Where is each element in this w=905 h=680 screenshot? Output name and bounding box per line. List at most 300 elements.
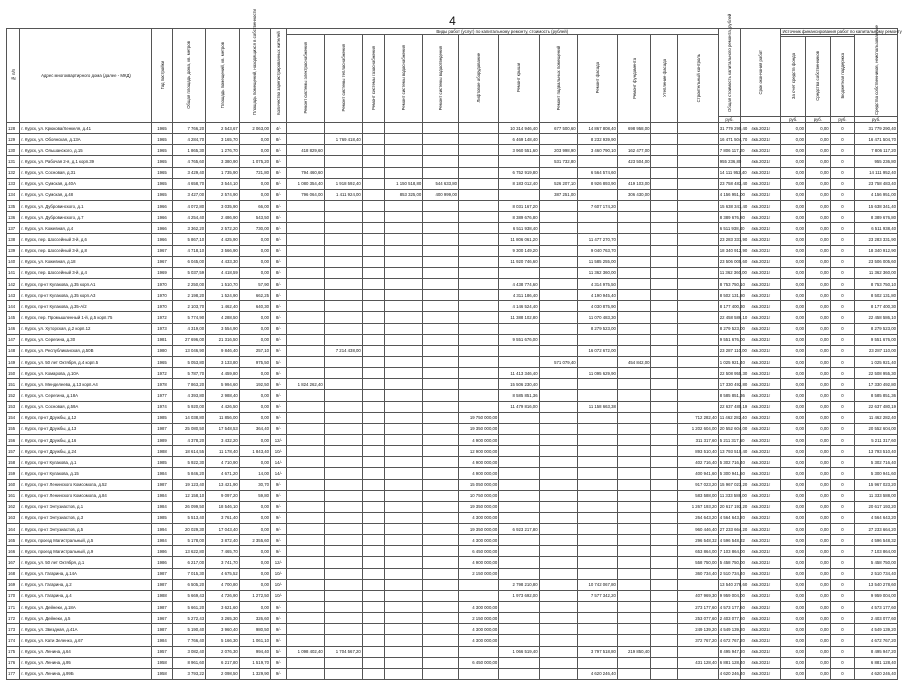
row-work-9 — [617, 579, 651, 590]
row-work-1 — [324, 490, 362, 501]
row-work-3 — [385, 234, 423, 245]
row-area-other: 364,40 — [239, 423, 270, 434]
row-finance-budget: 0 — [830, 613, 855, 624]
row-work-3 — [385, 334, 423, 345]
row-work-4 — [423, 301, 459, 312]
row-date: 4кв.2021г — [741, 178, 781, 189]
row-work-3 — [385, 657, 423, 668]
row-area-living: 3 566,90 — [206, 245, 240, 256]
row-work-6 — [499, 568, 539, 579]
row-residents: 14/- — [271, 468, 287, 479]
row-finance-owners: 0,00 — [806, 223, 831, 234]
row-finance-fund: 0,00 — [781, 546, 806, 557]
row-work-5 — [459, 323, 499, 334]
row-work-4 — [423, 267, 459, 278]
row-finance-fund: 0,00 — [781, 134, 806, 145]
row-total: 11 362 360,00 — [718, 267, 740, 278]
row-work-1 — [324, 524, 362, 535]
row-work-5 — [459, 145, 499, 156]
table-row — [7, 301, 898, 312]
row-year: 1986 — [152, 546, 172, 557]
row-finance-budget: 0 — [830, 223, 855, 234]
row-work-0 — [286, 579, 324, 590]
row-work-7: 203 998,90 — [539, 145, 577, 156]
row-work-9 — [617, 278, 651, 289]
row-work-3 — [385, 200, 423, 211]
row-finance-budget: 0 — [830, 390, 855, 401]
row-remaining: 6 881 128,40 — [855, 657, 898, 668]
row-finance-fund: 0,00 — [781, 446, 806, 457]
row-year: 1967 — [152, 256, 172, 267]
row-finance-owners: 0,00 — [806, 123, 831, 134]
row-area-total: 4 254,40 — [172, 212, 206, 223]
row-remaining: 22 508 955,30 — [855, 368, 898, 379]
row-residents: 8/- — [271, 290, 287, 301]
row-work-11 — [678, 178, 718, 189]
row-year: 1986 — [152, 557, 172, 568]
row-work-9 — [617, 613, 651, 624]
row-work-5: 4 300 000,00 — [459, 624, 499, 635]
row-work-5 — [459, 200, 499, 211]
row-work-7 — [539, 490, 577, 501]
row-work-4 — [423, 323, 459, 334]
row-area-other: 975,50 — [239, 356, 270, 367]
row-number: 177 — [7, 668, 20, 679]
row-area-other: 0,00 — [239, 256, 270, 267]
row-finance-budget: 0 — [830, 501, 855, 512]
row-number: 149 — [7, 356, 20, 367]
row-work-9 — [617, 501, 651, 512]
row-work-2 — [362, 323, 384, 334]
row-work-1 — [324, 245, 362, 256]
row-work-1 — [324, 434, 362, 445]
row-area-living: 5 166,30 — [206, 635, 240, 646]
row-finance-budget: 0 — [830, 490, 855, 501]
row-remaining: 8 753 750,10 — [855, 278, 898, 289]
row-work-7: 571 079,40 — [539, 356, 577, 367]
row-area-other: 0,00 — [239, 312, 270, 323]
row-work-1 — [324, 457, 362, 468]
row-work-8: 6 564 574,60 — [577, 167, 617, 178]
row-finance-budget: 0 — [830, 635, 855, 646]
table-row — [7, 590, 898, 601]
row-number: 164 — [7, 524, 20, 535]
row-residents: 9/- — [271, 501, 287, 512]
row-work-10 — [651, 624, 678, 635]
row-address: г. Курск, пр-кт Дружбы, д.16 — [20, 434, 152, 445]
row-work-6: 9 300 149,20 — [499, 245, 539, 256]
row-finance-owners: 0,00 — [806, 479, 831, 490]
row-finance-owners: 0,00 — [806, 579, 831, 590]
table-row — [7, 535, 898, 546]
row-residents: 8/- — [271, 200, 287, 211]
row-work-3 — [385, 501, 423, 512]
row-date: 4кв.2021г — [741, 290, 781, 301]
row-work-0 — [286, 512, 324, 523]
row-work-11 — [678, 189, 718, 200]
row-work-8: 11 477 270,70 — [577, 234, 617, 245]
row-work-6 — [499, 512, 539, 523]
row-work-3 — [385, 267, 423, 278]
row-work-10 — [651, 301, 678, 312]
row-year: 1965 — [152, 145, 172, 156]
row-work-7 — [539, 323, 577, 334]
row-work-11: 1 267 193,20 — [678, 501, 718, 512]
row-finance-budget: 0 — [830, 657, 855, 668]
row-finance-fund: 0,00 — [781, 490, 806, 501]
row-finance-fund: 0,00 — [781, 312, 806, 323]
row-area-living: 5 994,60 — [206, 379, 240, 390]
row-address: г. Курск, пр-кт Кулакова, д.15 — [20, 468, 152, 479]
row-work-4 — [423, 390, 459, 401]
row-work-11: 653 864,00 — [678, 546, 718, 557]
row-remaining: 5 300 941,60 — [855, 468, 898, 479]
row-area-living: 17 043,40 — [206, 524, 240, 535]
row-work-3 — [385, 156, 423, 167]
row-total: 16 471 504,70 — [718, 134, 740, 145]
row-work-3 — [385, 490, 423, 501]
row-residents: 10/- — [271, 446, 287, 457]
row-work-11 — [678, 234, 718, 245]
row-number: 157 — [7, 446, 20, 457]
row-work-6 — [499, 535, 539, 546]
row-date: 4кв.2021г — [741, 412, 781, 423]
row-work-7 — [539, 312, 577, 323]
row-date: 4кв.2021г — [741, 123, 781, 134]
row-remaining: 4 672 767,20 — [855, 635, 898, 646]
row-work-9 — [617, 635, 651, 646]
row-date: 4кв.2021г — [741, 267, 781, 278]
row-work-11 — [678, 278, 718, 289]
row-work-5: 4 900 000,00 — [459, 457, 499, 468]
row-year: 1966 — [152, 223, 172, 234]
row-finance-owners: 0,00 — [806, 412, 831, 423]
row-residents: 9/- — [271, 479, 287, 490]
row-area-total: 7 766,40 — [172, 635, 206, 646]
row-work-11: 264 643,20 — [678, 512, 718, 523]
row-remaining: 6 511 938,40 — [855, 223, 898, 234]
row-area-total: 4 765,60 — [172, 156, 206, 167]
row-work-5: 4 900 000,00 — [459, 557, 499, 568]
row-finance-owners: 0,00 — [806, 434, 831, 445]
row-finance-owners: 0,00 — [806, 189, 831, 200]
row-work-9: 454 842,00 — [617, 356, 651, 367]
row-work-1 — [324, 167, 362, 178]
row-work-4 — [423, 501, 459, 512]
row-work-8: 4 030 875,90 — [577, 301, 617, 312]
row-area-living: 1 524,90 — [206, 290, 240, 301]
header-work-1: Ремонт системы теплоснабжения — [324, 35, 362, 123]
table-row — [7, 267, 898, 278]
row-total: 4 672 767,20 — [718, 635, 740, 646]
row-work-1 — [324, 657, 362, 668]
table-row — [7, 457, 898, 468]
row-work-0 — [286, 123, 324, 134]
row-work-9 — [617, 234, 651, 245]
row-work-0 — [286, 390, 324, 401]
row-area-other: 0,00 — [239, 368, 270, 379]
row-work-10 — [651, 524, 678, 535]
row-work-3 — [385, 546, 423, 557]
row-area-total: 5 178,00 — [172, 535, 206, 546]
row-area-living: 4 288,50 — [206, 312, 240, 323]
row-remaining: 1 025 921,40 — [855, 356, 898, 367]
row-remaining: 8 502 131,80 — [855, 290, 898, 301]
row-finance-owners: 0,00 — [806, 423, 831, 434]
row-work-0 — [286, 334, 324, 345]
row-area-total: 13 622,80 — [172, 546, 206, 557]
row-work-11: 583 588,00 — [678, 490, 718, 501]
header-works-group: Виды работ (услуг) по капитальному ремонту, стоимость (рублей) — [286, 29, 718, 35]
row-date: 4кв.2021г — [741, 234, 781, 245]
row-work-2 — [362, 401, 384, 412]
row-work-1 — [324, 512, 362, 523]
row-area-total: 2 103,70 — [172, 301, 206, 312]
row-finance-owners: 0,00 — [806, 457, 831, 468]
row-year: 1965 — [152, 156, 172, 167]
row-area-living: 6 217,80 — [206, 657, 240, 668]
row-work-9: 162 477,00 — [617, 145, 651, 156]
row-date: 4кв.2021г — [741, 446, 781, 457]
row-work-11 — [678, 668, 718, 679]
header-finance-1: Средства собственников — [806, 36, 831, 116]
row-work-4 — [423, 624, 459, 635]
row-finance-budget: 0 — [830, 535, 855, 546]
row-work-11 — [678, 368, 718, 379]
row-finance-budget: 0 — [830, 368, 855, 379]
row-address: г. Курск, ул. Звездная, д.41А — [20, 624, 152, 635]
row-work-1 — [324, 568, 362, 579]
row-work-6: 6 469 148,40 — [499, 134, 539, 145]
row-work-7 — [539, 278, 577, 289]
row-area-living: 1 462,40 — [206, 301, 240, 312]
table-row — [7, 479, 898, 490]
row-work-10 — [651, 535, 678, 546]
row-finance-owners: 0,00 — [806, 490, 831, 501]
row-work-0: 1 080 354,40 — [286, 178, 324, 189]
row-work-6 — [499, 624, 539, 635]
row-work-1 — [324, 668, 362, 679]
row-area-other: 0,00 — [239, 334, 270, 345]
row-total: 6 511 938,40 — [718, 223, 740, 234]
row-total: 13 540 278,60 — [718, 579, 740, 590]
row-area-total: 5 787,70 — [172, 368, 206, 379]
row-finance-budget: 0 — [830, 434, 855, 445]
row-work-5: 10 750 000,00 — [459, 490, 499, 501]
row-number: 168 — [7, 568, 20, 579]
row-area-total: 5 920,00 — [172, 401, 206, 412]
row-date: 4кв.2021г — [741, 212, 781, 223]
table-row — [7, 123, 898, 134]
row-area-living: 2 572,20 — [206, 223, 240, 234]
row-work-2 — [362, 557, 384, 568]
row-work-5 — [459, 646, 499, 657]
row-work-2 — [362, 646, 384, 657]
row-finance-budget: 0 — [830, 446, 855, 457]
row-number: 130 — [7, 145, 20, 156]
row-work-9 — [617, 290, 651, 301]
row-remaining: 9 551 676,00 — [855, 334, 898, 345]
row-work-4 — [423, 657, 459, 668]
row-finance-fund: 0,00 — [781, 379, 806, 390]
row-work-8: 4 190 945,40 — [577, 290, 617, 301]
row-work-4 — [423, 223, 459, 234]
row-date: 4кв.2021г — [741, 145, 781, 156]
row-date: 4кв.2021г — [741, 223, 781, 234]
row-number: 155 — [7, 423, 20, 434]
row-residents: 9/- — [271, 613, 287, 624]
row-work-1 — [324, 301, 362, 312]
row-work-5 — [459, 223, 499, 234]
row-remaining: 11 362 360,00 — [855, 267, 898, 278]
row-finance-fund: 0,00 — [781, 256, 806, 267]
row-address: г. Курск, пр-кт Ленинского Комсомола, д.52 — [20, 479, 152, 490]
row-total: 8 753 750,10 — [718, 278, 740, 289]
row-residents: 8/- — [271, 178, 287, 189]
row-residents: 9/- — [271, 624, 287, 635]
row-work-5: 4 900 000,00 — [459, 434, 499, 445]
row-work-11 — [678, 390, 718, 401]
row-total: 23 283 331,90 — [718, 234, 740, 245]
row-work-3 — [385, 212, 423, 223]
row-work-9 — [617, 423, 651, 434]
row-address: г. Курск, ул. Комарова, д.10А — [20, 368, 152, 379]
row-residents: 9/- — [271, 390, 287, 401]
row-work-11 — [678, 145, 718, 156]
row-work-11: 431 128,40 — [678, 657, 718, 668]
row-number: 165 — [7, 535, 20, 546]
row-work-9 — [617, 323, 651, 334]
row-year: 1965 — [152, 167, 172, 178]
row-total: 5 211 317,60 — [718, 434, 740, 445]
row-area-total: 3 793,22 — [172, 668, 206, 679]
row-date: 4кв.2021г — [741, 345, 781, 356]
row-date: 4кв.2021г — [741, 356, 781, 367]
row-work-8: 7 607 174,20 — [577, 200, 617, 211]
table-row — [7, 356, 898, 367]
row-work-3 — [385, 579, 423, 590]
row-year: 1985 — [152, 512, 172, 523]
row-finance-fund: 0,00 — [781, 479, 806, 490]
row-area-living: 1 276,70 — [206, 145, 240, 156]
row-total: 4 573 177,60 — [718, 602, 740, 613]
row-work-11: 372 767,20 — [678, 635, 718, 646]
row-number: 159 — [7, 468, 20, 479]
row-number: 167 — [7, 557, 20, 568]
row-date: 4кв.2021г — [741, 501, 781, 512]
row-residents: 8/- — [271, 256, 287, 267]
row-work-4 — [423, 579, 459, 590]
row-work-1 — [324, 546, 362, 557]
row-remaining: 31 779 290,40 — [855, 123, 898, 134]
row-area-other: 0,00 — [239, 602, 270, 613]
row-remaining: 8 389 676,80 — [855, 212, 898, 223]
header-address: Адрес многоквартирного дома (далее - МКД) — [20, 29, 152, 123]
row-work-11 — [678, 301, 718, 312]
row-area-total: 12 158,10 — [172, 490, 206, 501]
row-work-0: 1 098 402,40 — [286, 646, 324, 657]
row-residents: 8/- — [271, 134, 287, 145]
row-area-living: 4 459,80 — [206, 368, 240, 379]
row-finance-owners: 0,00 — [806, 546, 831, 557]
row-work-9: 219 850,40 — [617, 646, 651, 657]
row-address: г. Курск, ул. Серегина, д.18А — [20, 390, 152, 401]
row-work-1 — [324, 624, 362, 635]
row-area-living: 3 380,90 — [206, 156, 240, 167]
row-remaining: 9 959 004,00 — [855, 590, 898, 601]
row-number: 141 — [7, 267, 20, 278]
row-work-0: 794 460,60 — [286, 167, 324, 178]
row-number: 143 — [7, 290, 20, 301]
row-remaining: 13 540 278,60 — [855, 579, 898, 590]
row-remaining: 7 806 117,20 — [855, 145, 898, 156]
row-work-0 — [286, 267, 324, 278]
row-work-11 — [678, 123, 718, 134]
table-row — [7, 657, 898, 668]
table-row — [7, 156, 898, 167]
row-work-1 — [324, 579, 362, 590]
row-year: 1984 — [152, 490, 172, 501]
row-area-total: 5 190,40 — [172, 624, 206, 635]
table-row — [7, 401, 898, 412]
row-work-9 — [617, 512, 651, 523]
row-work-7 — [539, 590, 577, 601]
row-work-6: 11 479 816,00 — [499, 401, 539, 412]
row-work-2 — [362, 256, 384, 267]
header-work-0: Ремонт системы электроснабжения — [286, 35, 324, 123]
row-work-1 — [324, 312, 362, 323]
row-work-6: 6 923 217,80 — [499, 524, 539, 535]
row-work-5 — [459, 312, 499, 323]
row-work-11: 1 202 604,00 — [678, 423, 718, 434]
row-work-9 — [617, 668, 651, 679]
row-area-total: 5 037,59 — [172, 267, 206, 278]
row-year: 1988 — [152, 446, 172, 457]
row-work-0 — [286, 234, 324, 245]
row-area-other: 57,90 — [239, 278, 270, 289]
row-year: 1987 — [152, 602, 172, 613]
row-work-1 — [324, 501, 362, 512]
row-work-5 — [459, 278, 499, 289]
row-residents: 10/- — [271, 568, 287, 579]
row-work-5 — [459, 256, 499, 267]
row-area-other: 980,50 — [239, 624, 270, 635]
row-remaining: 4 596 548,32 — [855, 535, 898, 546]
row-work-4: 400 999,00 — [423, 189, 459, 200]
row-work-1 — [324, 613, 362, 624]
row-date: 4кв.2021г — [741, 568, 781, 579]
row-work-10 — [651, 613, 678, 624]
row-work-9 — [617, 568, 651, 579]
row-work-3 — [385, 512, 423, 523]
row-work-9 — [617, 524, 651, 535]
row-number: 128 — [7, 123, 20, 134]
row-work-11: 407 969,30 — [678, 590, 718, 601]
row-remaining: 4 620 246,40 — [855, 668, 898, 679]
row-area-other: 2 355,60 — [239, 535, 270, 546]
row-work-5 — [459, 668, 499, 679]
row-area-living: 3 432,20 — [206, 434, 240, 445]
row-address: г. Курск, пр-кт Энтузиастов, д.3 — [20, 512, 152, 523]
row-work-2 — [362, 613, 384, 624]
row-work-7 — [539, 212, 577, 223]
row-work-4 — [423, 123, 459, 134]
row-work-3 — [385, 557, 423, 568]
row-work-9 — [617, 368, 651, 379]
row-work-6: 11 920 746,60 — [499, 256, 539, 267]
row-address: г. Курск, ул. Обоянская, д.13А — [20, 134, 152, 145]
row-work-6: 15 506 230,40 — [499, 379, 539, 390]
